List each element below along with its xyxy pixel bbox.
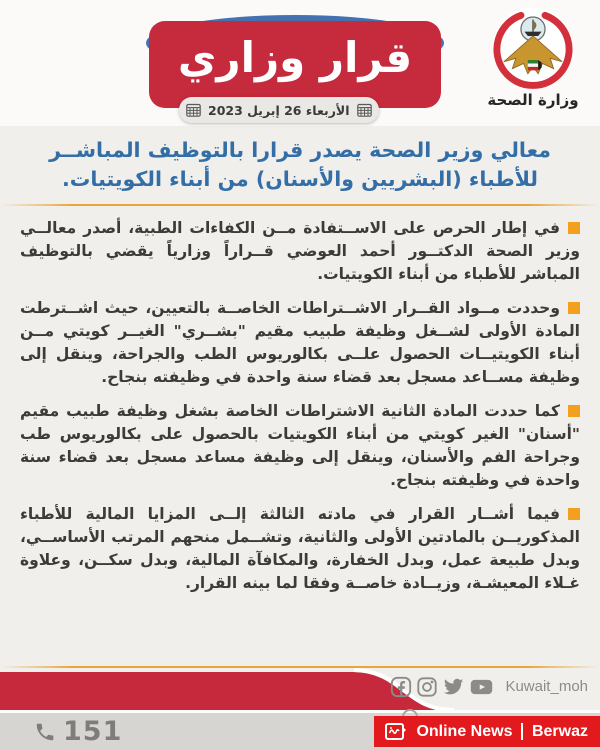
badge-separator <box>521 723 523 740</box>
title-banner <box>149 21 441 108</box>
twitter-icon <box>442 675 465 698</box>
bullet-square-icon <box>568 302 580 314</box>
bottom-bar <box>0 710 600 750</box>
bullet-square-icon <box>568 405 580 417</box>
paragraph-text: في إطار الحرص على الاســتفادة مــن الكفاءات الطبية، أصدر معالــي وزير الصحة الدكتــور أحمد العوضي قــراراً وزارياً يقضي بالتوظيف المباشر للأطباء من أبناء الكويتيات. <box>20 219 580 283</box>
date-pill <box>179 97 379 123</box>
body-paragraph <box>20 400 580 492</box>
instagram-icon <box>416 676 438 698</box>
body-paragraph <box>20 503 580 595</box>
body-paragraph <box>20 217 580 286</box>
phone-hotline <box>34 716 122 747</box>
paragraph-text: فيما أشــار القرار في مادته الثالثة إلــى المزايا المالية للأطباء المذكوريــن بالمادتين الأولى والثانية، وتشــمل منحهم المرتب الأساســي، وبدل طبيعة عمل، وبدل الخفارة، والمكافآة المالية، وبدل سكــن، وعلاوة غـلاء المعيشـة، وزيــادة خاصــة وفقا لما بينه القرار. <box>20 505 580 592</box>
bullet-square-icon <box>568 222 580 234</box>
banner-title: قرار وزاري <box>177 32 413 82</box>
social-handle: Kuwait_moh <box>505 678 588 695</box>
content-body <box>0 126 600 666</box>
paragraph-text: وحددت مــواد القــرار الاشــتراطات الخاصــة بالتعيين، حيث اشــترطت المادة الأولى لشــغل وظيفة طبيب مقيم "بشــري" الغيــر كويتي مــن أبناء الكويتيــات الحصول علــى بكالوريوس الطب والجراحة، وينقل إلى وظيفة مســاعد مسجل بعد قضاء سنة واحدة في وظيفته بنجاح. <box>20 299 580 386</box>
phone-number: 151 <box>63 716 123 747</box>
berwaz-logo-icon <box>383 720 407 744</box>
date-label: الأربعاء 26 إبريل 2023 <box>208 102 350 118</box>
badge-text-right: Berwaz <box>531 722 588 740</box>
paragraph-text: كما حددت المادة الثانية الاشتراطات الخاصة بشغل وظيفة طبيب مقيم "أسنان" الغير كويتي من أبناء الكويتيات بالحصول على بكالوريوس طب وجراحة الفم والأسنان، وينقل إلى وظيفة مساعد مسجل بعد قضاء سنة واحدة في وظيفته بنجاح. <box>20 402 580 489</box>
calendar-icon <box>186 103 201 117</box>
footer-swoosh <box>0 666 600 710</box>
youtube-icon <box>469 676 494 698</box>
social-links-row <box>390 675 588 698</box>
facebook-icon <box>390 676 412 698</box>
ministry-name: وزارة الصحة <box>487 91 579 109</box>
header <box>0 0 600 126</box>
news-watermark-badge <box>374 716 600 747</box>
body-paragraph <box>20 297 580 389</box>
phone-icon <box>34 721 56 743</box>
bullet-square-icon <box>568 508 580 520</box>
ministry-of-health-logo <box>478 5 588 109</box>
calendar-icon <box>357 103 372 117</box>
moh-emblem-icon <box>490 5 576 91</box>
gold-divider-top <box>0 204 600 206</box>
badge-text-left: Online News <box>416 722 513 740</box>
headline: معالي وزير الصحة يصدر قرارا بالتوظيف المباشــر للأطباء (البشريين والأسنان) من أبناء الكويتيات. <box>49 138 551 191</box>
